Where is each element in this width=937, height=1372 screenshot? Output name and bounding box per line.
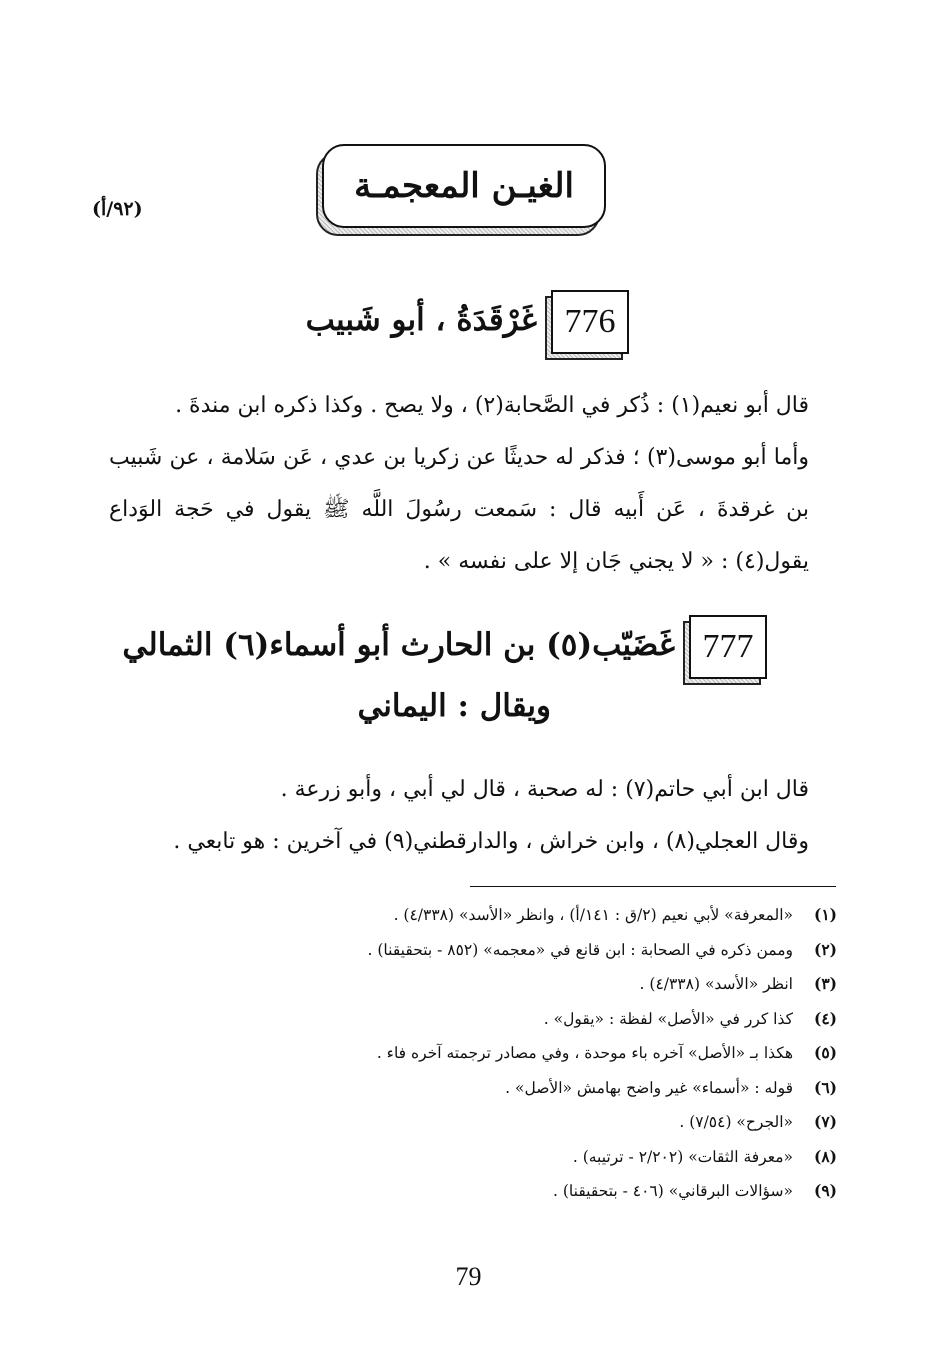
entry-776-heading xyxy=(306,290,625,350)
footnote xyxy=(157,1174,837,1209)
entry-number: 776 xyxy=(551,290,629,354)
entry-title: غَضَيّب(٥) بن الحارث أبو أسماء(٦) الثمالي xyxy=(122,627,675,663)
footnote-text: «المعرفة» لأبي نعيم (٢/ق : ١٤١/أ) ، وانظر «الأسد» (٤/٣٣٨) . xyxy=(393,906,793,924)
chapter-heading-frame xyxy=(322,144,602,224)
entry-title: غَرْقَدَةُ ، أبو شَبيب xyxy=(305,302,537,338)
footnote-number: (٩) xyxy=(813,1181,837,1200)
footnote xyxy=(157,1105,837,1140)
footnote xyxy=(157,1071,837,1106)
footnote xyxy=(157,933,837,968)
page-number: 79 xyxy=(455,1262,482,1291)
folio-mark: (٩٢/أ) xyxy=(92,198,143,220)
footnote-text: هكذا بـ «الأصل» آخره باء موحدة ، وفي مصادر ترجمته آخره فاء . xyxy=(376,1044,793,1062)
footnote-text: «الجرح» (٧/٥٤) . xyxy=(679,1113,793,1131)
footnote-number: (٥) xyxy=(813,1043,837,1062)
footnote-text: قوله : «أسماء» غير واضح بهامش «الأصل» . xyxy=(505,1078,793,1097)
footnote-number: (٦) xyxy=(813,1077,837,1097)
footnote xyxy=(157,898,837,933)
footnote-number: (٤) xyxy=(813,1008,837,1028)
paragraph: وقال العجلي(٨) ، وابن خراش ، والدارقطني(٩) في آخرين : هو تابعي . xyxy=(173,829,809,854)
footnote-number: (١) xyxy=(813,905,837,924)
entry-777-body xyxy=(109,764,809,868)
footnote xyxy=(157,1002,837,1037)
paragraph: قال ابن أبي حاتم(٧) : له صحبة ، قال لي أبي ، وأبو زرعة . xyxy=(280,777,809,802)
paragraph: قال أبو نعيم(١) : ذُكر في الصَّحابة(٢) ، ولا يصح . وكذا ذكره ابن مندةَ . xyxy=(175,393,809,418)
entry-number-box xyxy=(689,615,763,675)
footnote xyxy=(157,1036,837,1071)
footnote xyxy=(157,967,837,1002)
entry-subtitle: ويقال : اليماني xyxy=(357,688,551,724)
footnote-number: (٧) xyxy=(813,1112,837,1131)
footnote-separator xyxy=(470,886,836,887)
chapter-title: الغيـن المعجمـة xyxy=(322,144,606,228)
footnote-number: (٢) xyxy=(813,939,837,959)
footnote-number: (٨) xyxy=(813,1146,837,1166)
entry-number-box xyxy=(551,290,625,350)
footnote xyxy=(157,1140,837,1175)
paragraph: وأما أبو موسى(٣) ؛ فذكر له حديثًا عن زكريا بن عدي ، عَن سَلامة ، عن شَبيب بن غرقدةَ ، عَن أَبيه قال : سَمعت رسُولَ اللَّه ﷺ يقول في حَجة الوَداع يقول(٤) : « لا يجني جَان إلا على نفسه » . xyxy=(109,445,809,574)
footnote-text: وممن ذكره في الصحابة : ابن قانع في «معجمه» (٨٥٢ - بتحقيقنا) . xyxy=(367,940,793,959)
entry-777-heading xyxy=(122,615,763,675)
footnotes xyxy=(157,898,837,1209)
entry-number: 777 xyxy=(689,615,767,679)
footnote-text: «معرفة الثقات» (٢/٢٠٢ - ترتيبه) . xyxy=(572,1147,793,1166)
entry-776-body xyxy=(109,380,809,588)
footnote-text: «سؤالات البرقاني» (٤٠٦ - بتحقيقنا) . xyxy=(553,1182,793,1200)
footnote-text: انظر «الأسد» (٤/٣٣٨) . xyxy=(639,975,793,993)
footnote-text: كذا كرر في «الأصل» لفظة : «يقول» . xyxy=(543,1009,793,1028)
footnote-number: (٣) xyxy=(813,974,837,993)
